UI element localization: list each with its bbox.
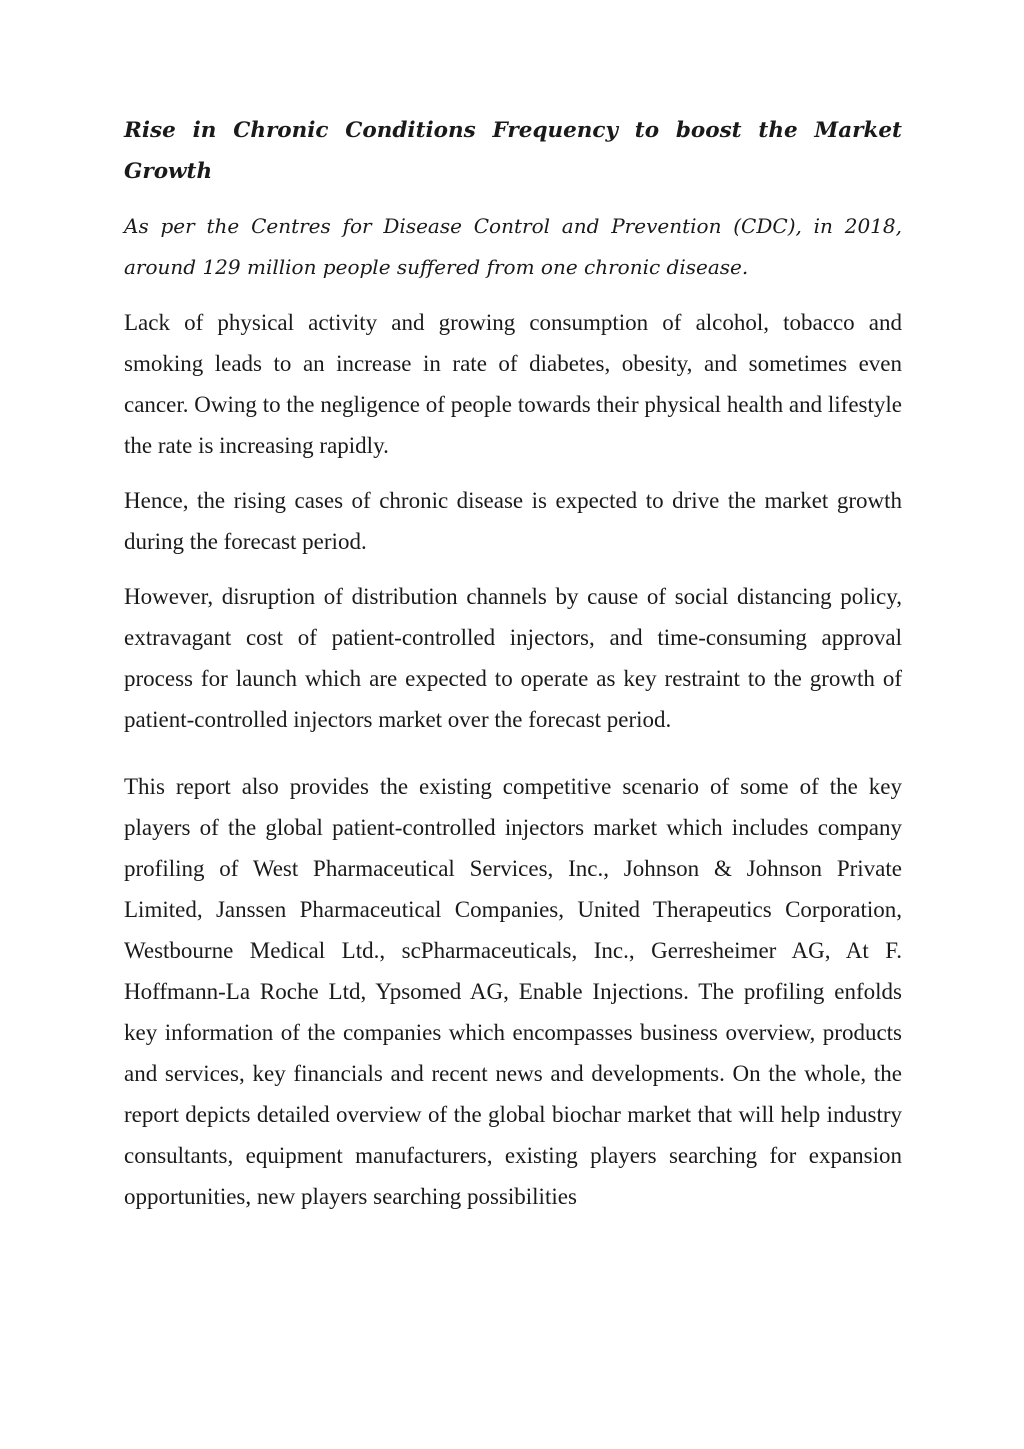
paragraph-lifestyle: Lack of physical activity and growing consumption of alcohol, tobacco and smoking leads to an increase in rate of diabetes, obesity, and sometimes even cancer. Owing to the negligence of people towards their physical health and lifestyle the rate is increasing rapidly. — [124, 310, 902, 458]
section-heading: Rise in Chronic Conditions Frequency to boost the Market Growth — [124, 118, 902, 184]
document-body — [124, 110, 902, 1231]
paragraph-market-drive: Hence, the rising cases of chronic disease is expected to drive the market growth during the forecast period. — [124, 488, 902, 554]
paragraph-restraints: However, disruption of distribution channels by cause of social distancing policy, extravagant cost of patient-controlled injectors, and time-consuming approval process for launch which are expected to operate as key restraint to the growth of patient-controlled injectors market over the forecast period. — [124, 584, 902, 732]
paragraph-competitive-scenario: This report also provides the existing competitive scenario of some of the key players of the global patient-controlled injectors market which includes company profiling of West Pharmaceutical Services, Inc., Johnson & Johnson Private Limited, Janssen Pharmaceutical Companies, United Therapeutics Corporation, Westbourne Medical Ltd., scPharmaceuticals, Inc., Gerresheimer AG, At F. Hoffmann-La Roche Ltd, Ypsomed AG, Enable Injections. The profiling enfolds key information of the companies which encompasses business overview, products and services, key financials and recent news and developments. On the whole, the report depicts detailed overview of the global biochar market that will help industry consultants, equipment manufacturers, existing players searching for expansion opportunities, new players searching possibilities — [124, 774, 902, 1209]
cdc-quote: As per the Centres for Disease Control and Prevention (CDC), in 2018, around 129 million people suffered from one chronic disease. — [124, 214, 902, 279]
